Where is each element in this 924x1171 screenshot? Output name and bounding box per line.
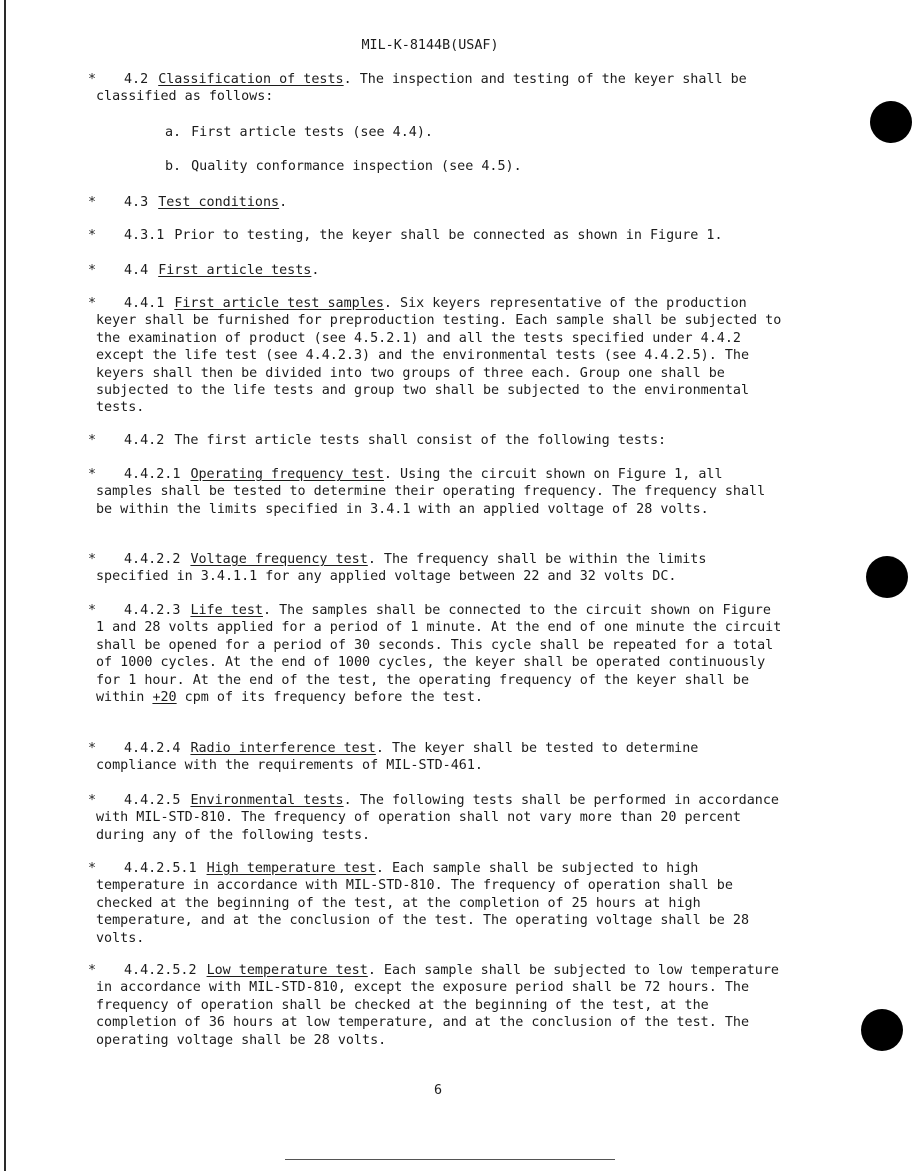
section-title: First article test samples	[174, 296, 384, 311]
section-4-4-2-4: * 4.4.2.4 Radio interference test. The keyer shall be tested to determine compliance with the requirements of MIL-STD-461.	[88, 741, 699, 774]
section-4-4-2-5-1: * 4.4.2.5.1 High temperature test. Each sample shall be subjected to high temperature in accordance with MIL-STD-810. The frequency of operation shall be checked at the beginning of the test, at the completion of 25 hours at high temperature, and at the conclusion of the test. The operating voltage shall be 28 volts.	[88, 861, 750, 946]
list-item-a: a. First article tests (see 4.4).	[165, 125, 433, 140]
section-title: Classification of tests	[158, 72, 344, 87]
section-4-4-2-5: * 4.4.2.5 Environmental tests. The following tests shall be performed in accordance with MIL-STD-810. The frequency of operation shall not vary more than 20 percent during any of the following tests.	[88, 793, 779, 843]
section-4-4: * 4.4 First article tests.	[88, 263, 320, 278]
list-item-b: b. Quality conformance inspection (see 4.5).	[165, 159, 522, 174]
section-title: High temperature test	[206, 861, 376, 876]
punch-hole-middle	[866, 556, 908, 598]
section-4-4-2-5-2: * 4.4.2.5.2 Low temperature test. Each sample shall be subjected to low temperature in accordance with MIL-STD-810, except the exposure period shall be 72 hours. The frequency of operation shall be checked at the beginning of the test, at the completion of 36 hours at low temperature, and at the conclusion of the test. The operating voltage shall be 28 volts.	[88, 963, 779, 1048]
section-title: Radio interference test	[190, 741, 376, 756]
section-4-3-1: * 4.3.1 Prior to testing, the keyer shall be connected as shown in Figure 1.	[88, 228, 723, 243]
punch-hole-bottom	[861, 1009, 903, 1051]
section-4-4-2-1: * 4.4.2.1 Operating frequency test. Using the circuit shown on Figure 1, all samples shall be tested to determine their operating frequency. The frequency shall be within the limits specified in 3.4.1 with an applied voltage of 28 volts.	[88, 467, 766, 517]
punch-hole-top	[870, 101, 912, 143]
scan-edge-line	[4, 0, 6, 1171]
section-4-3: * 4.3 Test conditions.	[88, 195, 288, 210]
page-number: 6	[434, 1083, 443, 1098]
scan-bottom-line	[285, 1159, 615, 1160]
section-title: Life test	[190, 603, 263, 618]
section-4-4-1: * 4.4.1 First article test samples. Six keyers representative of the production keyer shall be furnished for preproduction testing. Each sample shall be subjected to the examination of product (see 4.5.2.1) and all the tests specified under 4.4.2 except the life test (see 4.4.2.3) and the environmental tests (see 4.4.2.5). The keyers shall then be divided into two groups of three each. Group one shall be subjected to the life tests and group two shall be subjected to the environmental tests.	[88, 296, 782, 416]
document-header: MIL-K-8144B(USAF)	[361, 38, 499, 53]
section-title: Test conditions	[158, 195, 280, 210]
section-title: First article tests	[158, 263, 312, 278]
section-title: Operating frequency test	[190, 467, 384, 482]
section-4-2: * 4.2 Classification of tests. The inspection and testing of the keyer shall be classified as follows:	[88, 72, 747, 105]
section-4-4-2-2: * 4.4.2.2 Voltage frequency test. The frequency shall be within the limits specified in 3.4.1.1 for any applied voltage between 22 and 32 volts DC.	[88, 552, 707, 585]
section-title: Environmental tests	[190, 793, 344, 808]
section-title: Low temperature test	[206, 963, 368, 978]
tolerance-value: +20	[152, 690, 177, 706]
section-4-4-2-3: * 4.4.2.3 Life test. The samples shall be connected to the circuit shown on Figure 1 and 28 volts applied for a period of 1 minute. At the end of one minute the circuit shall be opened for a period of 30 seconds. This cycle shall be repeated for a total of 1000 cycles. At the end of 1000 cycles, the keyer shall be operated continuously for 1 hour. At the end of the test, the operating frequency of the keyer shall be within +20 cpm of its frequency before the test.	[88, 603, 782, 706]
section-title: Voltage frequency test	[190, 552, 368, 567]
section-4-4-2: * 4.4.2 The first article tests shall consist of the following tests:	[88, 433, 667, 448]
